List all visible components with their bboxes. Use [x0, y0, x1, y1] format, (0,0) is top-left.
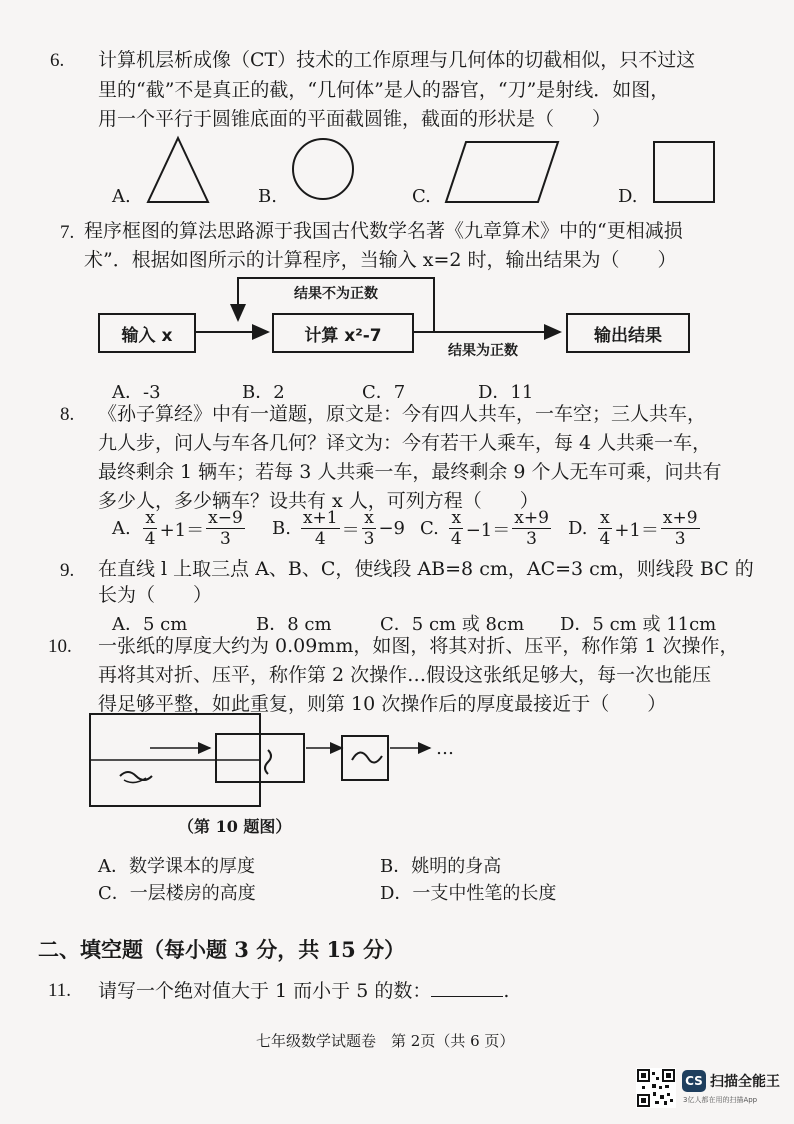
q7-option-c: C．7: [362, 382, 406, 403]
fraction: [206, 508, 245, 549]
scanner-app-subtitle: 3亿人都在用的扫描App: [683, 1096, 758, 1104]
question-9-line-2: 长为（ ）: [98, 584, 213, 606]
q8-option-c: [420, 508, 553, 549]
question-10-line-2: 再将其对折、压平，称作第 2 次操作…假设这张纸足够大，每一次也能压: [98, 664, 712, 686]
fraction: [449, 508, 464, 549]
numerator: x: [451, 508, 462, 528]
denominator: 4: [314, 529, 326, 549]
flowchart-not-positive-label: 结果不为正数: [294, 286, 378, 302]
question-11-number: 11.: [48, 980, 72, 1001]
denominator: 3: [220, 529, 231, 549]
parallelogram-icon: [444, 140, 562, 206]
q7-option-b: B．2: [242, 382, 285, 403]
circle-icon: [290, 136, 356, 202]
option-label: A.: [112, 518, 131, 539]
answer-blank[interactable]: [431, 978, 503, 997]
q6-option-b-label: B.: [258, 186, 277, 207]
q10-option-c: C．一层楼房的高度: [98, 883, 256, 904]
question-10-line-1: 一张纸的厚度大约为 0.09mm，如图，将其对折、压平，称作第 1 次操作，: [98, 635, 739, 657]
operator: −1＝: [465, 519, 511, 541]
scanner-app-title: 扫描全能王: [710, 1074, 780, 1090]
operator: +1＝: [614, 519, 659, 541]
figure-caption: （第 10 题图）: [178, 817, 292, 836]
denominator: 4: [450, 529, 462, 549]
triangle-icon: [144, 134, 212, 206]
question-7-line-2: 术”．根据如图所示的计算程序，当输入 x=2 时，输出结果为（ ）: [84, 249, 677, 271]
denominator: 4: [599, 529, 611, 549]
q7-option-a: A．-3: [112, 382, 161, 403]
question-7-line-1: 程序框图的算法思路源于我国古代数学名著《九章算术》中的“更相减损: [84, 220, 683, 242]
q9-option-b: B．8 cm: [256, 614, 332, 635]
flowchart-output-box: 输出结果: [566, 313, 690, 353]
fraction: [512, 508, 551, 549]
flowchart-compute-box: 计算 x²-7: [272, 313, 414, 353]
option-label: D.: [568, 518, 588, 539]
q10-option-b: B．姚明的身高: [380, 856, 502, 877]
q8-option-d: [568, 508, 702, 549]
denominator: 3: [363, 529, 375, 549]
q6-option-a-label: A.: [112, 186, 131, 207]
q10-option-a: A．数学课本的厚度: [98, 856, 255, 877]
numerator: x−9: [208, 508, 243, 528]
fraction: [598, 508, 613, 549]
question-9-line-1: 在直线 l 上取三点 A、B、C，使线段 AB=8 cm，AC=3 cm，则线段 BC 的: [98, 558, 754, 580]
q6-option-c-label: C.: [412, 186, 431, 207]
question-10-number: 10.: [48, 636, 72, 657]
question-6-line-1: 计算机层析成像（CT）技术的工作原理与几何体的切截相似，只不过这: [98, 49, 696, 71]
qr-code-icon: [636, 1068, 676, 1108]
denominator: 4: [144, 529, 156, 549]
numerator: x: [600, 508, 610, 528]
fraction: [143, 508, 158, 549]
numerator: x+9: [662, 508, 698, 528]
option-label: C.: [420, 518, 439, 539]
q10-option-d: D．一支中性笔的长度: [380, 883, 557, 904]
fraction: [661, 508, 700, 549]
question-8-number: 8.: [60, 404, 75, 425]
fraction: [362, 508, 377, 549]
question-6-line-3: 用一个平行于圆锥底面的平面截圆锥，截面的形状是（ ）: [98, 108, 612, 130]
q8-option-b: [272, 508, 405, 549]
q9-option-a: A．5 cm: [112, 614, 188, 635]
paper-folding-diagram: [80, 706, 500, 816]
folding-ellipsis: …: [436, 738, 454, 759]
numerator: x+9: [514, 508, 549, 528]
question-11-end: .: [503, 980, 510, 1002]
question-8-line-3: 最终剩余 1 辆车；若每 3 人共乘一车，最终剩余 9 个人无车可乘，问共有: [98, 461, 722, 483]
operator: +1＝: [159, 519, 205, 541]
denominator: 3: [674, 529, 686, 549]
question-10-line-3: 得足够平整，如此重复，则第 10 次操作后的厚度最接近于（ ）: [98, 693, 667, 715]
question-6-line-2: 里的“截”不是真正的截，“几何体”是人的器官，“刀”是射线．如图，: [98, 79, 670, 101]
page-footer: 七年级数学试题卷 第 2页（共 6 页）: [256, 1032, 515, 1050]
operator-tail: −9: [378, 518, 405, 539]
denominator: 3: [526, 529, 537, 549]
square-icon: [652, 140, 718, 206]
question-8-line-2: 九人步，问人与车各几何？译文为：今有若干人乘车，每 4 人共乘一车，: [98, 432, 712, 454]
scanner-badge-icon: CS: [682, 1070, 706, 1092]
q8-option-a: [112, 508, 247, 549]
operator: ＝: [341, 519, 360, 541]
question-8-line-1: 《孙子算经》中有一道题，原文是：今有四人共车，一车空；三人共车，: [98, 403, 707, 425]
flowchart-input-box: 输入 x: [98, 313, 196, 353]
numerator: x: [364, 508, 374, 528]
q9-option-c: C．5 cm 或 8cm: [380, 614, 525, 635]
numerator: x: [145, 508, 155, 528]
numerator: x+1: [302, 508, 338, 528]
flowchart-positive-label: 结果为正数: [448, 343, 518, 359]
q7-option-d: D．11: [478, 382, 534, 403]
q9-option-d: D．5 cm 或 11cm: [560, 614, 717, 635]
fraction: [301, 508, 340, 549]
question-11-prompt: 请写一个绝对值大于 1 而小于 5 的数：: [98, 980, 432, 1002]
question-9-number: 9.: [60, 560, 75, 581]
option-label: B.: [272, 518, 291, 539]
question-7-number: 7.: [60, 222, 75, 243]
question-8-line-4: 多少人，多少辆车？设共有 x 人，可列方程（ ）: [98, 490, 539, 512]
question-11-text: [98, 978, 509, 1003]
question-6-number: 6.: [50, 50, 65, 71]
q6-option-d-label: D.: [618, 186, 638, 207]
section-heading: 二、填空题（每小题 3 分，共 15 分）: [38, 937, 406, 962]
